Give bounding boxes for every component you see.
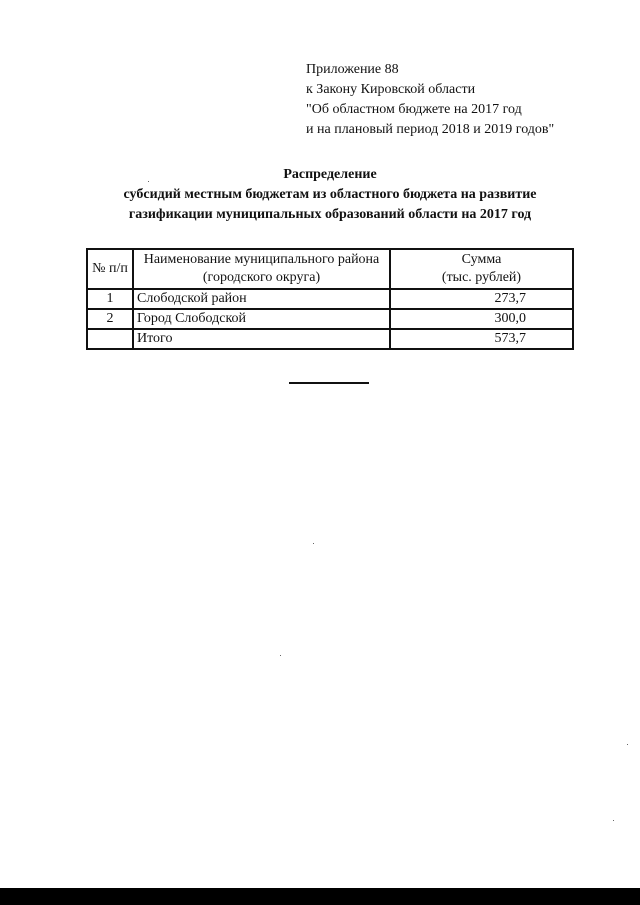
table-header-row bbox=[87, 249, 573, 289]
heading-line-2: субсидий местным бюджетам из областного бюджета на развитие bbox=[123, 187, 537, 202]
header-num: № п/п bbox=[87, 249, 133, 289]
row-name: Итого bbox=[133, 329, 390, 349]
header-sum-line-2: (тыс. рублей) bbox=[441, 270, 522, 285]
header-name-line-1: Наименование муниципального района bbox=[143, 252, 380, 267]
header-sum bbox=[390, 249, 573, 289]
annex-block bbox=[306, 60, 554, 140]
heading-line-3: газификации муниципальных образований области на 2017 год bbox=[128, 207, 532, 222]
annex-line-3: "Об областном бюджете на 2017 год bbox=[306, 102, 522, 117]
row-num bbox=[87, 329, 133, 349]
row-name: Город Слободской bbox=[133, 309, 390, 329]
row-sum: 573,7 bbox=[390, 329, 573, 349]
scan-speck bbox=[280, 655, 281, 656]
scan-speck bbox=[148, 181, 149, 182]
subsidy-table bbox=[86, 248, 574, 350]
row-sum: 300,0 bbox=[390, 309, 573, 329]
row-name: Слободской район bbox=[133, 289, 390, 309]
scan-speck bbox=[313, 543, 314, 544]
heading-line-1: Распределение bbox=[283, 167, 377, 182]
row-sum: 273,7 bbox=[390, 289, 573, 309]
scan-speck bbox=[613, 820, 614, 821]
row-num: 1 bbox=[87, 289, 133, 309]
document-heading bbox=[80, 165, 580, 225]
header-name bbox=[133, 249, 390, 289]
row-num: 2 bbox=[87, 309, 133, 329]
end-rule bbox=[289, 382, 369, 384]
scan-edge-bar bbox=[0, 888, 640, 905]
annex-line-4: и на плановый период 2018 и 2019 годов" bbox=[306, 122, 555, 137]
annex-line-1: Приложение 88 bbox=[306, 62, 399, 77]
header-sum-line-1: Сумма bbox=[461, 252, 502, 267]
scan-speck bbox=[627, 744, 628, 745]
table-total-row bbox=[87, 329, 573, 349]
table-row bbox=[87, 309, 573, 329]
annex-line-2: к Закону Кировской области bbox=[306, 82, 476, 97]
table-row bbox=[87, 289, 573, 309]
header-name-line-2: (городского округа) bbox=[202, 270, 321, 285]
